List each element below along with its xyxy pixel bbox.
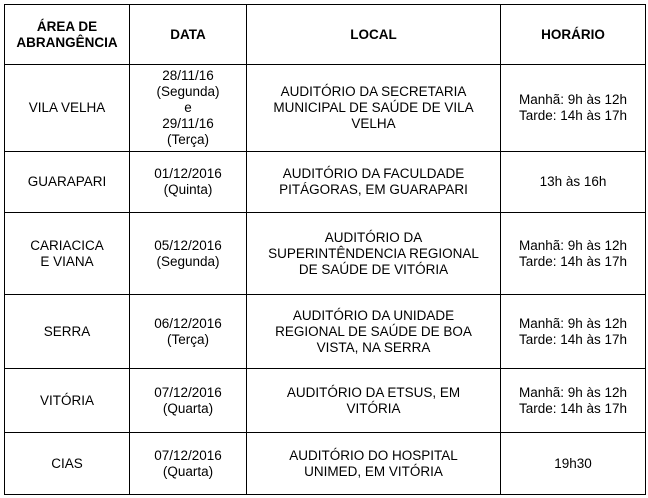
location-cell bbox=[247, 65, 501, 152]
location-cell bbox=[247, 152, 501, 213]
header-area-line1: ÁREA DE bbox=[36, 18, 98, 34]
location-cell bbox=[247, 295, 501, 369]
area-cell bbox=[5, 152, 130, 213]
date-cell bbox=[130, 433, 247, 495]
time-cell-line: Manhã: 9h às 12h bbox=[518, 384, 628, 400]
table-body bbox=[5, 65, 646, 495]
date-cell-line: (Quarta) bbox=[162, 463, 214, 479]
location-cell-line: AUDITÓRIO DA UNIDADE bbox=[292, 307, 455, 323]
location-cell-line: AUDITÓRIO DA FACULDADE bbox=[282, 166, 465, 181]
location-cell-line: SUPERINTÊNDENCIA REGIONAL bbox=[268, 245, 479, 261]
time-cell-line: Tarde: 14h às 17h bbox=[518, 253, 628, 269]
location-cell-line: AUDITÓRIO DA ETSUS, EM bbox=[286, 384, 461, 400]
date-cell bbox=[130, 65, 247, 152]
time-cell-line: Manhã: 9h às 12h bbox=[518, 237, 628, 253]
time-cell-line: Tarde: 14h às 17h bbox=[518, 331, 628, 347]
time-cell bbox=[501, 433, 646, 495]
time-cell-line: 13h às 16h bbox=[539, 174, 607, 189]
date-cell-line: (Quarta) bbox=[162, 400, 214, 416]
table-row bbox=[5, 65, 646, 152]
location-cell-line: VISTA, NA SERRA bbox=[316, 339, 431, 355]
location-cell-line: MUNICIPAL DE SAÚDE DE VILA bbox=[273, 100, 474, 115]
date-cell-line: 28/11/16 bbox=[162, 68, 214, 83]
date-cell-line: 01/12/2016 bbox=[154, 166, 222, 181]
area-cell bbox=[5, 295, 130, 369]
time-cell-line: Manhã: 9h às 12h bbox=[518, 315, 628, 331]
location-cell-line: AUDITÓRIO DO HOSPITAL bbox=[289, 447, 458, 463]
date-cell bbox=[130, 213, 247, 295]
area-cell-line: VITÓRIA bbox=[39, 392, 94, 408]
header-time: HORÁRIO bbox=[501, 5, 646, 65]
date-cell-line: 07/12/2016 bbox=[154, 447, 222, 463]
location-cell-line: VITÓRIA bbox=[346, 400, 401, 416]
location-cell bbox=[247, 369, 501, 433]
time-cell-line: Tarde: 14h às 17h bbox=[518, 400, 628, 416]
date-cell-line: (Quinta) bbox=[163, 182, 213, 197]
date-cell-line: e bbox=[184, 100, 192, 115]
location-cell-line: DE SAÚDE DE VITÓRIA bbox=[298, 261, 449, 277]
header-area-line2: ABRANGÊNCIA bbox=[16, 34, 118, 50]
table-row bbox=[5, 213, 646, 295]
date-cell bbox=[130, 295, 247, 369]
time-cell bbox=[501, 295, 646, 369]
date-cell bbox=[130, 369, 247, 433]
header-area bbox=[5, 5, 130, 65]
location-cell-line: AUDITÓRIO DA SECRETARIA bbox=[280, 84, 467, 99]
time-cell-line: Manhã: 9h às 12h bbox=[518, 92, 628, 107]
date-cell bbox=[130, 152, 247, 213]
location-cell-line: VELHA bbox=[351, 116, 396, 131]
table-row bbox=[5, 295, 646, 369]
table-row bbox=[5, 369, 646, 433]
date-cell-line: (Segunda) bbox=[156, 253, 220, 269]
location-cell bbox=[247, 433, 501, 495]
time-cell bbox=[501, 65, 646, 152]
time-cell bbox=[501, 152, 646, 213]
date-cell-line: (Terça) bbox=[166, 132, 209, 147]
location-cell-line: AUDITÓRIO DA bbox=[324, 229, 423, 245]
location-cell-line: UNIMED, EM VITÓRIA bbox=[304, 463, 443, 479]
time-cell bbox=[501, 369, 646, 433]
date-cell-line: 07/12/2016 bbox=[154, 384, 222, 400]
date-cell-line: 05/12/2016 bbox=[154, 237, 222, 253]
time-cell bbox=[501, 213, 646, 295]
area-cell bbox=[5, 213, 130, 295]
area-cell-line: SERRA bbox=[43, 323, 91, 339]
date-cell-line: (Segunda) bbox=[156, 84, 220, 99]
time-cell-line: Tarde: 14h às 17h bbox=[518, 108, 628, 123]
date-cell-line: 06/12/2016 bbox=[154, 315, 222, 331]
header-row bbox=[5, 5, 646, 65]
date-cell-line: 29/11/16 bbox=[162, 116, 214, 131]
time-cell-line: 19h30 bbox=[554, 455, 592, 471]
location-cell bbox=[247, 213, 501, 295]
date-cell-line: (Terça) bbox=[166, 331, 209, 347]
area-cell-line: GUARAPARI bbox=[27, 174, 107, 189]
area-cell bbox=[5, 369, 130, 433]
header-date: DATA bbox=[130, 5, 247, 65]
area-cell-line: CARIACICA bbox=[30, 237, 104, 253]
area-cell bbox=[5, 65, 130, 152]
schedule-table bbox=[4, 4, 646, 495]
area-cell-line: VILA VELHA bbox=[28, 100, 106, 115]
location-cell-line: PITÁGORAS, EM GUARAPARI bbox=[279, 182, 468, 197]
area-cell-line: CIAS bbox=[51, 455, 83, 471]
location-cell-line: REGIONAL DE SAÚDE DE BOA bbox=[275, 323, 472, 339]
table-row bbox=[5, 433, 646, 495]
area-cell-line: E VIANA bbox=[40, 253, 94, 269]
area-cell bbox=[5, 433, 130, 495]
table-row bbox=[5, 152, 646, 213]
header-location: LOCAL bbox=[247, 5, 501, 65]
